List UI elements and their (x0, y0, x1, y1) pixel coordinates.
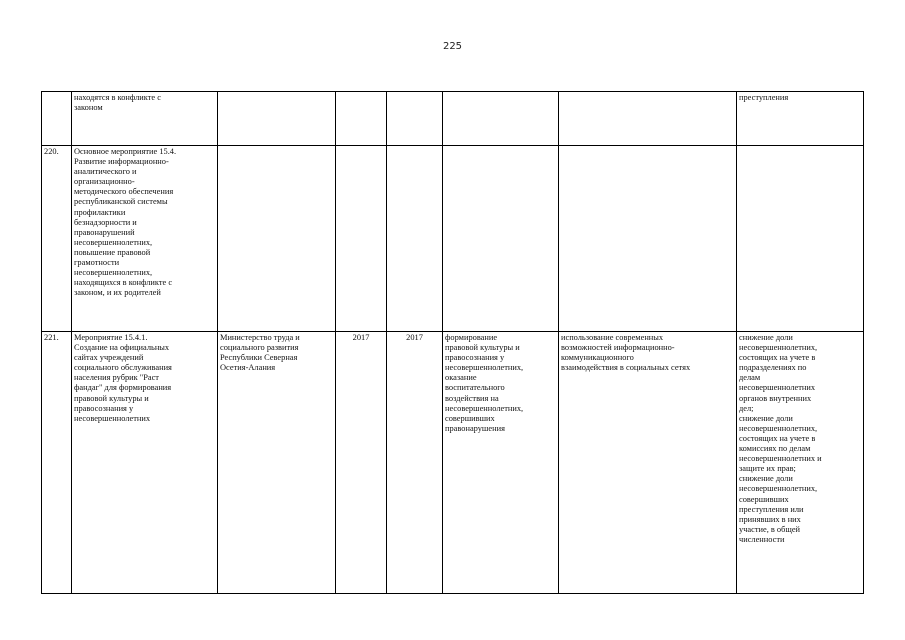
row-number: 221. (42, 332, 72, 594)
start-year-cell (336, 92, 387, 146)
indicators-cell (737, 146, 864, 332)
row-number (42, 92, 72, 146)
expected-result-cell: формирование правовой культуры и правосознания у несовершеннолетних, оказание воспитательного воздействия на несовершеннолетних, совершивших правонарушения (443, 332, 559, 594)
indicators-cell: преступления (737, 92, 864, 146)
main-directions-cell: использование современных возможностей информационно- коммуникационного взаимодействия в социальных сетях (559, 332, 737, 594)
main-directions-cell (559, 146, 737, 332)
end-year-cell: 2017 (387, 332, 443, 594)
indicators-cell: снижение доли несовершеннолетних, состоящих на учете в подразделениях по делам несовершеннолетних органов внутренних дел; снижение доли несовершеннолетних, состоящих на учете в комиссиях по делам несовершеннолетних и защите их прав; снижение доли несовершеннолетних, совершивших преступления или принявших в них участие, в общей численности (737, 332, 864, 594)
row-number: 220. (42, 146, 72, 332)
activity-name-cell: Мероприятие 15.4.1. Создание на официальных сайтах учреждений социального обслуживания населения рубрик "Раст фандаг" для формирования правовой культуры и правосознания у несовершеннолетних (72, 332, 218, 594)
activity-name-cell: находятся в конфликте с законом (72, 92, 218, 146)
table-row (42, 146, 864, 332)
executor-cell (218, 146, 336, 332)
activity-name-cell: Основное мероприятие 15.4. Развитие информационно- аналитического и организационно- методического обеспечения республиканской системы профилактики безнадзорности и правонарушений несовершеннолетних, повышение правовой грамотности несовершеннолетних, находящихся в конфликте с законом, и их родителей (72, 146, 218, 332)
start-year-cell: 2017 (336, 332, 387, 594)
executor-cell (218, 92, 336, 146)
expected-result-cell (443, 146, 559, 332)
page-number: 225 (442, 41, 463, 52)
program-table (41, 91, 864, 594)
start-year-cell (336, 146, 387, 332)
executor-cell: Министерство труда и социального развития Республики Северная Осетия-Алания (218, 332, 336, 594)
table-row (42, 332, 864, 594)
end-year-cell (387, 92, 443, 146)
end-year-cell (387, 146, 443, 332)
table-row (42, 92, 864, 146)
main-directions-cell (559, 92, 737, 146)
expected-result-cell (443, 92, 559, 146)
